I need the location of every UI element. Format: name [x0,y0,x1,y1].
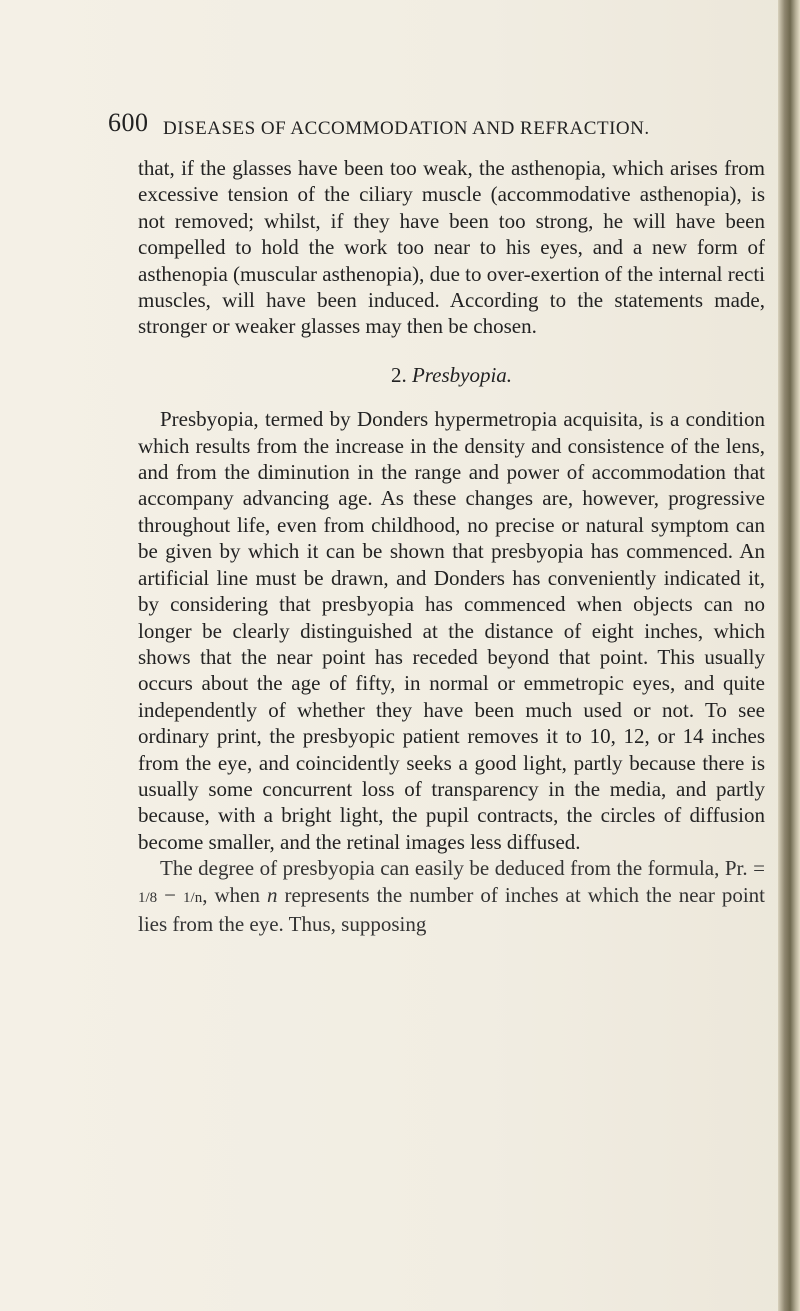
paragraph-formula [138,855,765,937]
formula-when: , when [202,882,267,907]
formula-minus: − [157,882,184,907]
page-number: 600 [108,108,149,137]
body-text [138,155,765,937]
section-heading [138,362,765,388]
paragraph-continuation: that, if the glasses have been too weak, the asthenopia, which arises from excessive tension of the ciliary muscle (accommodative asthenopia), is not removed; whilst, if they have been too strong, he will have been compelled to hold the work too near to his eyes, and a new form of asthenopia (muscular asthenopia), due to over-exertion of the internal recti muscles, will have been induced. According to the statements made, stronger or weaker glasses may then be chosen. [138,156,766,339]
section-title: Presbyopia. [411,362,513,387]
formula-intro: The degree of presbyopia can easily be deduced from the formula, Pr. = [160,856,765,881]
formula-variable-n: n [266,882,278,907]
binding-edge [778,0,800,1311]
formula-fraction-n: 1/n [183,889,203,906]
section-number: 2. [390,362,407,387]
formula-fraction-eighth: 1/8 [138,889,158,906]
running-title: DISEASES OF ACCOMMODATION AND REFRACTION. [163,118,650,139]
paragraph-presbyopia-definition: Presbyopia, termed by Donders hypermetropia acquisita, is a condition which results from the increase in the density and consistence of the lens, and from the diminution in the range and power of accommodation that accompany advancing age. As these changes are, however, progressive throughout life, even from childhood, no precise or natural symptom can be given by which it can be shown that presbyopia has commenced. An artificial line must be drawn, and Donders has conveniently indicated it, by considering that presbyopia has commenced when objects can no longer be clearly distinguished at the distance of eight inches, which shows that the near point has receded beyond that point. This usually occurs about the age of fifty, in normal or emmetropic eyes, and quite independently of whether they have been much used or not. To see ordinary print, the presbyopic patient removes it to 10, 12, or 14 inches from the eye, and coincidently seeks a good light, partly because there is usually some concurrent loss of transparency in the media, and partly because, with a bright light, the pupil contracts, the circles of diffusion become smaller, and the retinal images less diffused. [138,407,765,854]
formula-explanation: represents the number of inches at which the near point lies from the eye. Thus, supposing [138,882,765,936]
